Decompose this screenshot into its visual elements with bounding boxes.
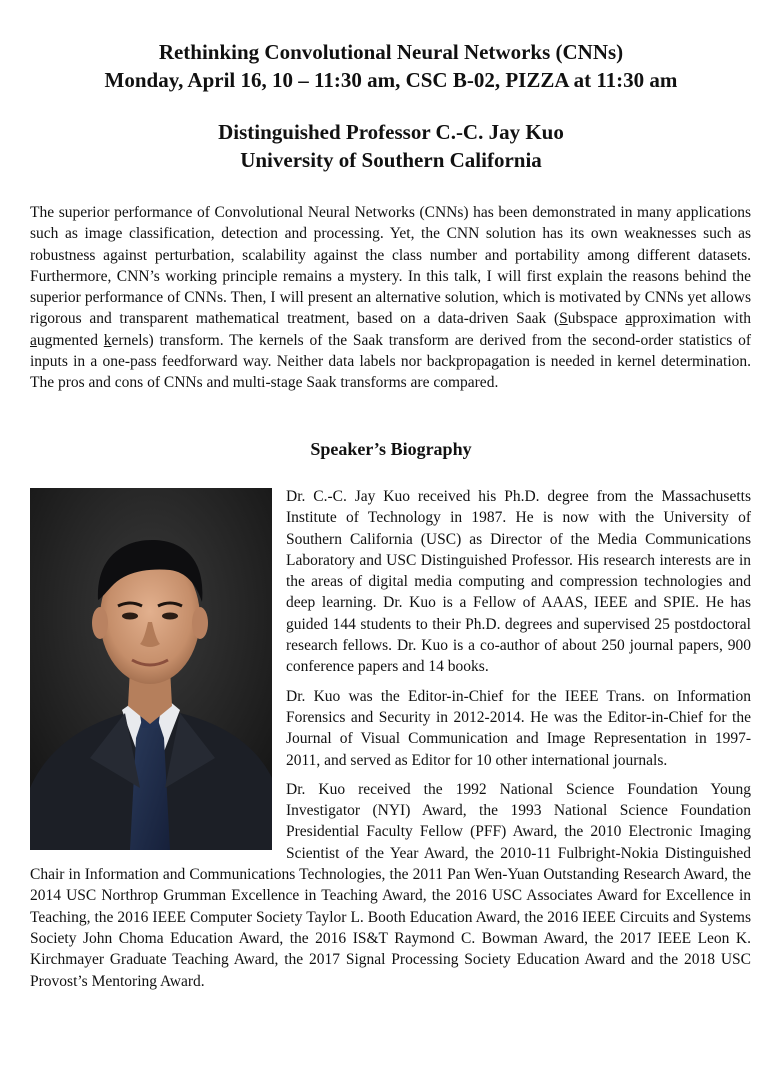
speaker-block	[0, 118, 782, 174]
speaker-affiliation: University of Southern California	[240, 148, 542, 172]
event-info: Monday, April 16, 10 – 11:30 am, CSC B-02, PIZZA at 11:30 am	[104, 68, 678, 92]
abstract-word-ugmented: ugmented	[36, 331, 104, 349]
abstract-paragraph	[30, 202, 751, 394]
abstract-text-2: ) transform. The kernels of the Saak transform are derived from the second-order statistics of inputs in a one-pass feedforward way. Neither data labels nor backpropagation is needed in kernel determination. The pros and cons of CNNs and multi-stage Saak transforms are compared.	[30, 331, 751, 392]
portrait-float-spacer	[30, 486, 286, 856]
abstract-text-1: The superior performance of Convolutional Neural Networks (CNNs) has been demonstrated in many applications such as image classification, detection and processing. Yet, the CNN solution has its own weaknesses such as robustness against perturbation, scalability against the class number and portability among different datasets. Furthermore, CNN’s working principle remains a mystery. In this talk, I will first explain the reasons behind the superior performance of CNNs. Then, I will present an alternative solution, which is motivated by CNNs yet allows rigorous and transparent mathematical treatment, based on a data-driven Saak (	[30, 204, 751, 328]
abstract-word-ernels: ernels	[111, 331, 149, 349]
abstract-s-letter: S	[559, 310, 568, 328]
speaker-name: Distinguished Professor C.-C. Jay Kuo	[218, 120, 564, 144]
abstract-word-pproximation: pproximation with	[632, 310, 752, 328]
bio-paragraph-awards: Dr. Kuo received the 1992 National Science Foundation Young Investigator (NYI) Award, the 1993 National Science Foundation Presidential Faculty Fellow (PFF) Award, the 2010 Electronic Imaging Scientist of the Year Award, the 2010-11 Fulbright-Nokia Distinguished Chair in Information and Communications Technologies, the 2011 Pan Wen-Yuan Outstanding Research Award, the 2014 USC Northrop Grumman Excellence in Teaching Award, the 2016 USC Associates Award for Excellence in Teaching, the 2016 IEEE Computer Society Taylor L. Booth Education Award, the 2016 IEEE Circuits and Systems Society John Choma Education Award, the 2016 IS&T Raymond C. Bowman Award, the 2017 IEEE Leon K. Kirchmayer Graduate Teaching Award, the 2017 Signal Processing Society Education Award and the 2018 USC Provost’s Mentoring Award.	[30, 780, 751, 990]
bio-paragraph-education: Dr. C.-C. Jay Kuo received his Ph.D. degree from the Massachusetts Institute of Technology in 1987. He is now with the University of Southern California (USC) as Director of the Media Communications Laboratory and USC Distinguished Professor. His research interests are in the areas of digital media computing and compression technologies and deep learning. Dr. Kuo is a Fellow of AAAS, IEEE and SPIE. He has guided 144 students to their Ph.D. degrees and supervised 25 postdoctoral research fellows. Dr. Kuo is a co-author of about 250 journal papers, 900 conference papers and 14 books.	[286, 488, 751, 676]
abstract-a-letter: a	[625, 310, 633, 328]
bio-section	[30, 486, 751, 1000]
title-block	[0, 38, 782, 94]
bio-paragraph-editorial: Dr. Kuo was the Editor-in-Chief for the IEEE Trans. on Information Forensics and Security in 2012-2014. He was the Editor-in-Chief for the Journal of Visual Communication and Image Representation in 1997-2011, and served as Editor for 10 other international journals.	[286, 687, 751, 769]
abstract-a2-letter: a	[30, 331, 37, 349]
bio-heading: Speaker’s Biography	[310, 439, 472, 459]
abstract-word-ubspace: ubspace	[567, 310, 626, 328]
talk-title: Rethinking Convolutional Neural Networks (CNNs)	[158, 40, 624, 64]
abstract-k-letter: k	[103, 331, 112, 349]
